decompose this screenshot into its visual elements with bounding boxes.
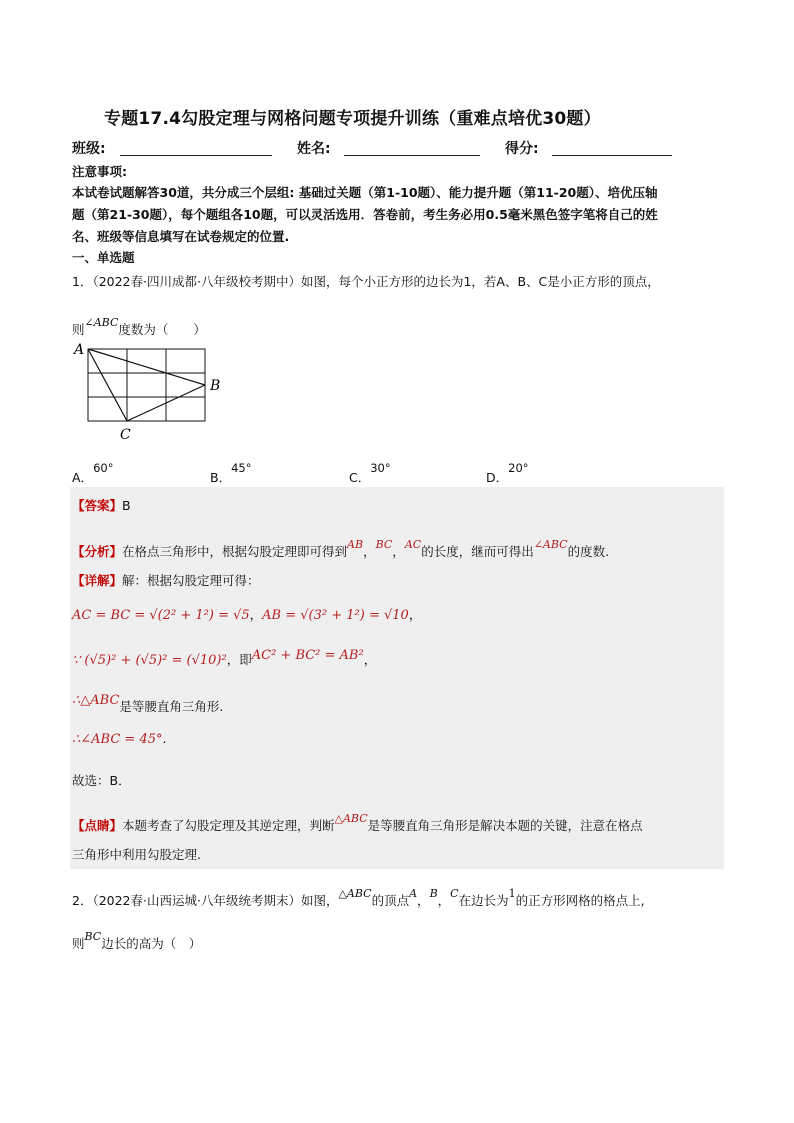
- score-label: 得分:: [505, 141, 539, 157]
- q1-option-d[interactable]: D．20°: [486, 461, 529, 485]
- q1-stem-line1: 1．（2022春·四川成都·八年级校考期中）如图，每个小正方形的边长为1，若A、B、C是小正方形的顶点，: [72, 274, 660, 289]
- class-label: 班级:: [72, 141, 106, 157]
- q1-comment-line1: 【点睛】本题考查了勾股定理及其逆定理，判断△ABC是等腰直角三角形是解决本题的关键，注意在格点: [72, 812, 643, 833]
- triangle-abc: [88, 349, 205, 421]
- name-label: 姓名:: [297, 141, 331, 157]
- section-heading: 一、单选题: [72, 250, 135, 265]
- vertex-b-label: B: [210, 378, 221, 394]
- vertex-c-label: C: [120, 427, 131, 443]
- q1-choose: 故选：B．: [72, 773, 131, 788]
- q1-comment-line2: 三角形中利用勾股定理.: [72, 847, 201, 862]
- q1-option-b[interactable]: B．45°: [210, 461, 252, 485]
- q2-stem-line2: 则BC边长的高为（ ）: [72, 930, 202, 951]
- score-field[interactable]: [552, 155, 672, 156]
- grid-lines: [88, 349, 205, 421]
- q1-answer: 【答案】B: [72, 498, 131, 513]
- q1-grid-figure: [68, 338, 228, 448]
- vertex-a-label: A: [74, 342, 85, 358]
- q1-option-c[interactable]: C．30°: [349, 461, 391, 485]
- q1-detail: 【详解】解：根据勾股定理可得：: [72, 573, 260, 588]
- q2-stem-line1: 2．（2022春·山西运城·八年级统考期末）如图，△ABC的顶点A，B，C在边长为1的正方形网格的格点上,: [72, 887, 645, 908]
- class-field[interactable]: [120, 155, 272, 156]
- notice-line-1: 本试卷试题解答30道，共分成三个层组: 基础过关题（第1-10题）、能力提升题（第11-20题）、培优压轴: [72, 185, 658, 200]
- q1-option-a[interactable]: A．60°: [72, 461, 114, 485]
- q1-equation-2: ∵ (√5)² + (√5)² = (√10)²，即AC² + BC² = AB²，: [72, 648, 377, 668]
- page-title: 专题17.4勾股定理与网格问题专项提升训练（重难点培优30题）: [104, 109, 601, 129]
- notice-line-3: 名、班级等信息填写在试卷规定的位置.: [72, 229, 290, 244]
- notice-heading: 注意事项:: [72, 164, 127, 179]
- q1-equation-4: ∴∠ABC = 45°.: [72, 731, 167, 747]
- name-field[interactable]: [344, 155, 480, 156]
- q1-stem-line2: 则∠ABC度数为（ ）: [72, 316, 206, 337]
- q1-equation-1: AC = BC = √(2² + 1²) = √5，AB = √(3² + 1²) = √10，: [72, 607, 422, 623]
- q1-analysis: 【分析】在格点三角形中，根据勾股定理即可得到AB，BC，AC的长度，继而可得出∠ABC的度数.: [72, 538, 610, 559]
- notice-line-2: 题（第21-30题），每个题组各10题，可以灵活选用．答卷前，考生务必用0.5毫米黑色签字笔将自己的姓: [72, 207, 658, 222]
- q1-equation-3: ∴△ABC是等腰直角三角形.: [72, 693, 224, 714]
